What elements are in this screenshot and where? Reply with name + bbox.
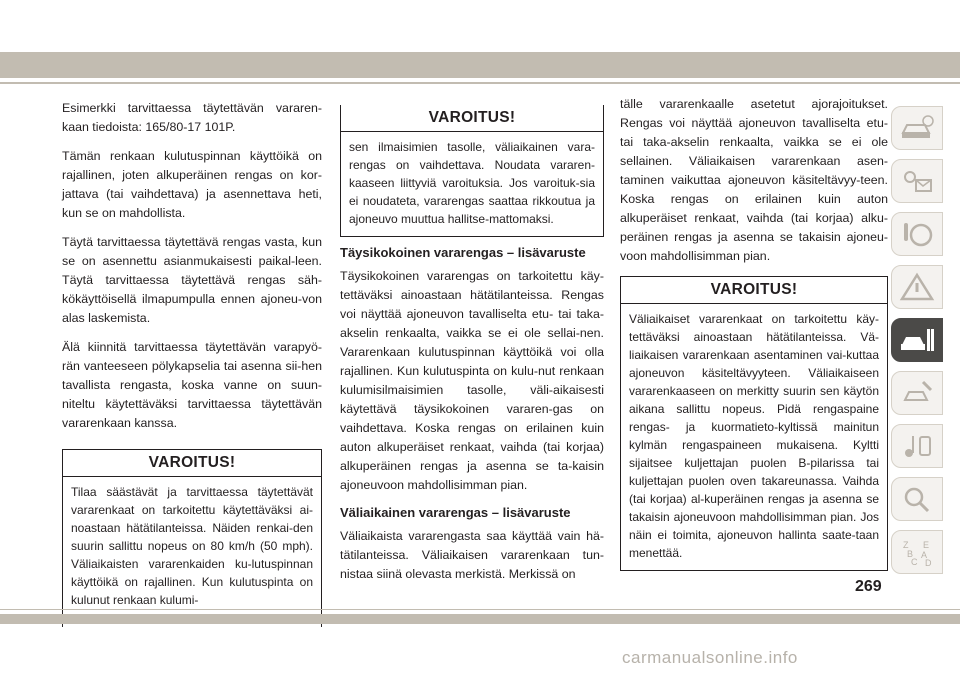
column-2 (340, 105, 604, 594)
paragraph: Väliaikaista vararengasta saa käyttää vain hä-tätilanteissa. Väliaikaisen vararenkaan tun-nistaa siinä olevasta merkistä. Merkissä on (340, 529, 604, 581)
letter-b: B (907, 549, 914, 559)
warning-title: VAROITUS! (341, 105, 603, 132)
paragraph: Tämän renkaan kulutuspinnan käyttöikä on rajallinen, joten alkuperäinen rengas on kor-jattava (tai vaihdettava) ja asennettava heti, kun se on mahdollista. (62, 149, 322, 220)
paragraph: Täysikokoinen vararengas on tarkoitettu käy-tettäväksi ainoastaan hätätilanteissa. Rengas voi näyttää ajoneuvon tavalliselta etu- tai taka-akselin renkaalta, vaikka se ei ole sellai-nen. Vararenkaan kulutuspinnan käyttöikä voi olla rajallinen. Kun kulutuspinta on kulu-nut renkaan kulumisilmaisimien tasolle, väli-aikaisesti käytettävä täysikokoinen vararen-gas on vaihdettava. Koska rengas on erilainen kuin auton alkuperäiset renkaat, vaihda (tai korjaa) alkuperäinen rengas ja asenna se ta-kaisin ajoneuvoon mahdollisimman pian. (340, 269, 604, 492)
paragraph: Esimerkki tarvittaessa täytettävän vararen-kaan tiedoista: 165/80-17 101P. (62, 101, 322, 134)
tab-music-phone[interactable] (891, 424, 943, 468)
alphabet-index-icon (899, 537, 935, 567)
letter-e: E (923, 540, 930, 550)
warning-box (340, 105, 604, 237)
section-heading: Täysikokoinen vararengas – lisävaruste (340, 245, 586, 260)
tab-alphabet-index[interactable] (891, 530, 943, 574)
watermark: carmanualsonline.info (622, 648, 798, 667)
chapter-tabs (891, 106, 945, 583)
key-steering-icon (899, 219, 935, 249)
footer-band (0, 614, 960, 624)
column-1 (62, 99, 322, 627)
warning-text: Väliaikaiset vararenkaat on tarkoitettu käy-tettäväksi ainoastaan hätätilanteissa. Vä-liaikaisen vararenkaan asentaminen vai-kuttaa ajoneuvon käsiteltävyyteen. Väliaikaiseen vararenkaaseen on merkitty suurin sen käytön aikana sallittu nopeus. Pidä rengaspaine rengas- ja kuormatieto-kyltissä mainitun kylmän rengaspaineen mukaisena. Kyltti sijaitsee kuljettajan puolen B-pilarissa tai kuljettajan puolen oven takareunassa. Vaihda (tai korjaa) al-kuperäinen rengas ja asenna se takaisin ajoneuvoon mahdollisimman pian. Jos näin ei toimita, ajoneuvon hallinta saate-taan menettää. (629, 312, 879, 560)
sun-envelope-icon (899, 166, 935, 196)
music-phone-icon (899, 431, 935, 461)
search-index-icon (899, 484, 935, 514)
letter-c: C (911, 557, 918, 567)
warning-triangle-icon (899, 272, 935, 302)
car-info-icon (899, 113, 935, 143)
paragraph: Täytä tarvittaessa täytettävä rengas vasta, kun se on asennettu asianmukaisesti paikal-leen. Täytä tarvittaessa täytettävä rengas säh-kökäyttöisellä ilmapumpulla ennen ajoneu-von alas laskemista. (62, 235, 322, 325)
letter-a: A (921, 550, 928, 560)
letter-z: Z (903, 540, 909, 550)
footer-rule (0, 609, 960, 610)
section-heading: Väliaikainen vararengas – lisävaruste (340, 505, 571, 520)
tab-key-steering[interactable] (891, 212, 943, 256)
tab-wrench-car[interactable] (891, 371, 943, 415)
wrench-car-icon (899, 378, 935, 408)
tab-car-tools[interactable] (891, 318, 943, 362)
header-band (0, 52, 960, 78)
warning-text: sen ilmaisimien tasolle, väliaikainen vara-rengas on vaihdettava. Noudata vararen-kaaseen liittyviä varoituksia. Jos varoituk-sia ei noudateta, vararengas saattaa rikkoutua ja ajoneuvo muuttua hallitse-mattomaksi. (349, 140, 595, 226)
warning-title: VAROITUS! (621, 277, 887, 304)
tab-car-info[interactable] (891, 106, 943, 150)
car-tools-icon (899, 325, 935, 355)
paragraph: Älä kiinnitä tarvittaessa täytettävän varapyö-rän vanteeseen pölykapselia tai asenna sii-hen tavallista rengasta, koska vanne on suun-niteltu käytettäväksi tarvittaessa täytettävän vararenkaan kanssa. (62, 340, 322, 430)
warning-title: VAROITUS! (63, 450, 321, 477)
warning-box (620, 276, 888, 571)
tab-sun-envelope[interactable] (891, 159, 943, 203)
tab-search-index[interactable] (891, 477, 943, 521)
paragraph: tälle vararenkaalle asetetut ajorajoitukset. Rengas voi näyttää ajoneuvon tavalliselta etu- tai taka-akselin renkaalta, vaikka se ei ole sellainen. Väliaikaisen vararenkaan asen-taminen vaikuttaa ajoneuvon käsiteltävyy-teen. Koska rengas on erilainen kuin auton alkuperäiset renkaat, vaihda (tai korjaa) alku-peräinen rengas ja asenna se takaisin ajoneu-voon mahdollisimman pian. (620, 97, 888, 263)
tab-warning[interactable] (891, 265, 943, 309)
page-number: 269 (855, 578, 882, 595)
header-rule (0, 82, 960, 84)
warning-box (62, 449, 322, 627)
column-3 (620, 95, 888, 571)
warning-text: Tilaa säästävät ja tarvittaessa täytettävät vararenkaat on tarkoitettu käytettäväksi ai-noastaan hätätilanteissa. Näiden renkai-den suurin sallittu nopeus on 80 km/h (50 mph). Väliaikaisten vararenkaiden ku-lutuspinnan käyttöikä on rajallinen. Kun kulutuspinta on kulunut renkaan kulumi- (71, 485, 313, 607)
letter-d: D (925, 558, 932, 567)
